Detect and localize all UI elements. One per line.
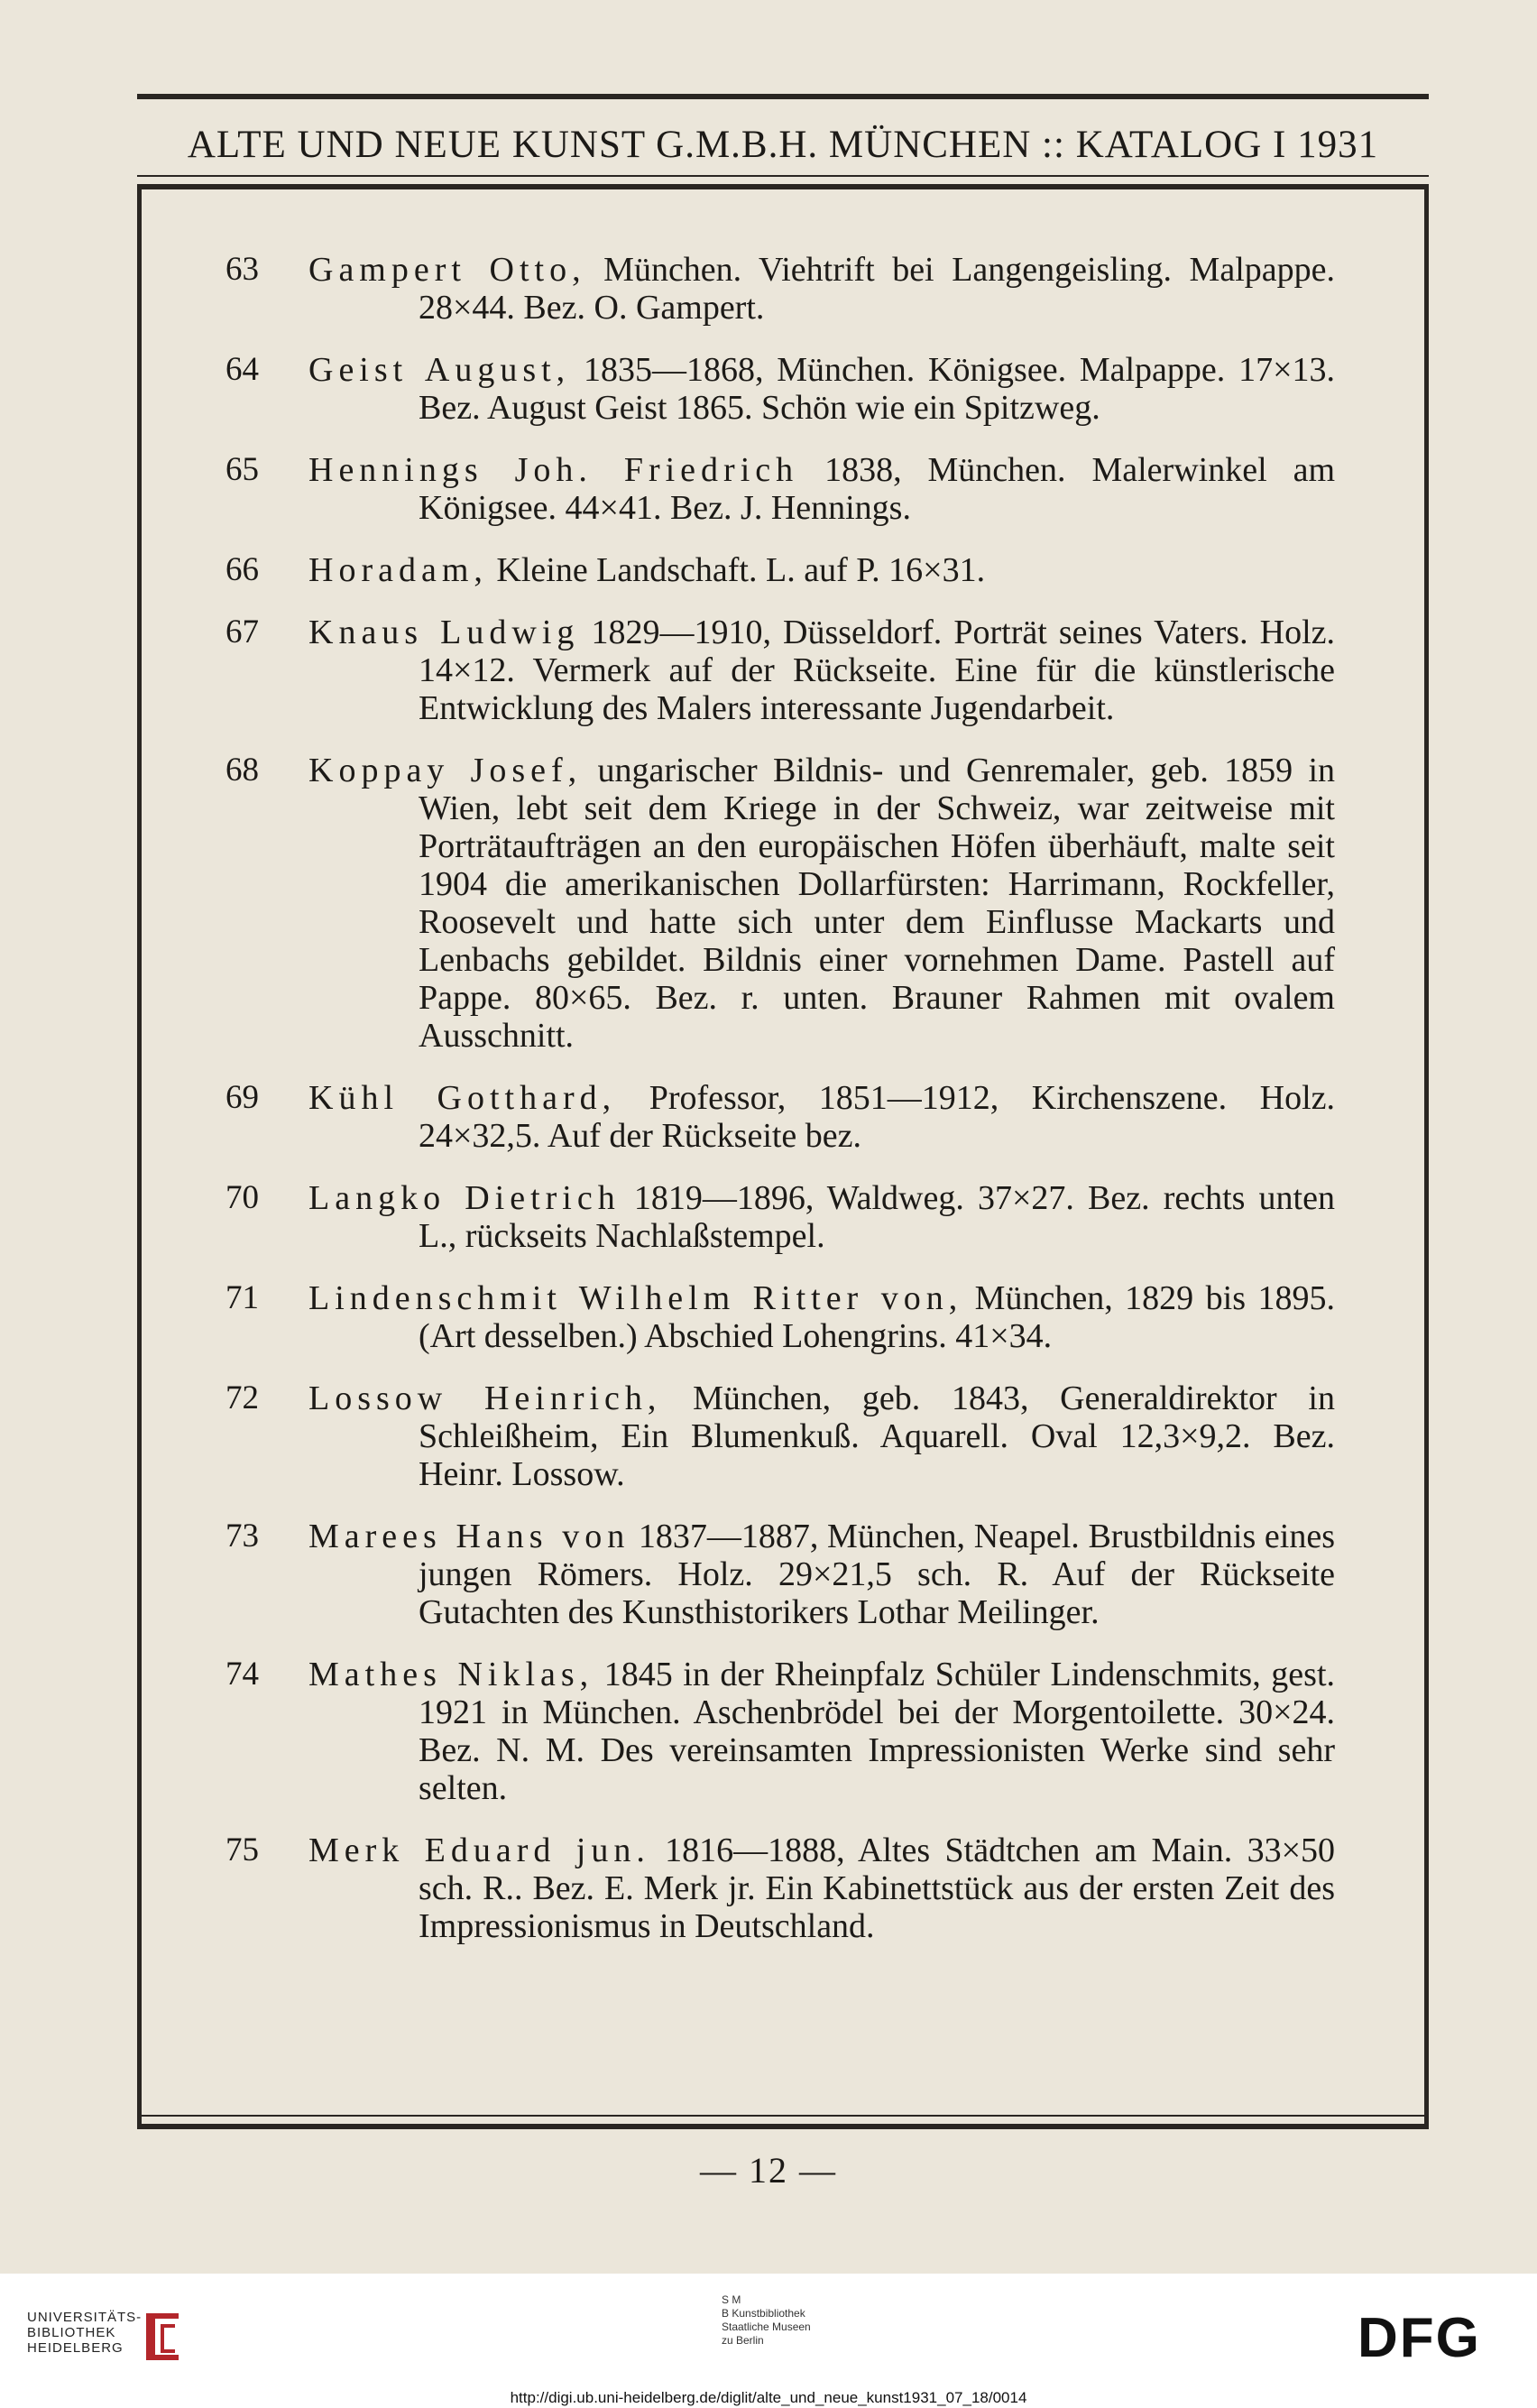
entry-description: München. Viehtrift bei Langengeisling. Malpappe. 28×44. Bez. O. Gampert.	[419, 251, 1335, 327]
entry-number: 74	[225, 1656, 259, 1693]
catalog-entry	[225, 1831, 1335, 1945]
catalog-entry	[225, 1279, 1335, 1355]
entry-description: 1829—1910, Düsseldorf. Porträt seines Vaters. Holz. 14×12. Vermerk auf der Rückseite. Eine für die künstlerische Entwicklung des Malers interessante Jugendarbeit.	[419, 614, 1336, 727]
entry-text	[308, 551, 1335, 589]
catalog-entry	[225, 251, 1335, 327]
stamp-line: zu Berlin	[722, 2334, 764, 2347]
artist-name: Kühl Gotthard,	[308, 1079, 617, 1117]
permalink-url[interactable]: http://digi.ub.uni-heidelberg.de/diglit/alte_und_neue_kunst1931_07_18/0014	[510, 2389, 1027, 2406]
entry-description: 1835—1868, München. Königsee. Malpappe. 17×13. Bez. August Geist 1865. Schön wie ein Spitzweg.	[419, 351, 1335, 427]
entry-description: 1837—1887, München, Neapel. Brustbildnis eines jungen Römers. Holz. 29×21,5 sch. R. Auf der Rückseite Gutachten des Kunsthistorikers Lothar Meilinger.	[419, 1518, 1335, 1631]
artist-name: Lindenschmit Wilhelm Ritter von,	[308, 1279, 963, 1317]
stamp-line: Staatliche Museen	[722, 2320, 811, 2333]
catalog-entry	[225, 752, 1335, 1055]
logo-line: UNIVERSITÄTS-	[27, 2310, 143, 2325]
catalog-entry	[225, 1656, 1335, 1807]
catalog-entry	[225, 551, 1335, 589]
catalog-entry	[225, 1379, 1335, 1493]
entry-number: 70	[225, 1179, 259, 1216]
entry-text	[308, 1518, 1335, 1631]
entry-description: ungarischer Bildnis- und Genremaler, geb. 1859 in Wien, lebt seit dem Kriege in der Schweiz, war zeitweise mit Porträtaufträgen an den europäischen Höfen überhäuft, malte seit 1904 die amerikanischen Dollarfürsten: Harrimann, Rockfeller, Roosevelt und hatte sich unter dem Einflusse Mackarts und Lenbachs gebildet. Bildnis einer vornehmen Dame. Pastell auf Pappe. 80×65. Bez. r. unten. Brauner Rahmen mit ovalem Ausschnitt.	[419, 752, 1336, 1055]
footer-bar	[0, 2274, 1537, 2408]
catalog-entry	[225, 1179, 1335, 1255]
artist-name: Geist August,	[308, 351, 571, 389]
entry-text	[308, 614, 1335, 727]
logo-line: HEIDELBERG	[27, 2340, 124, 2356]
entry-number: 73	[225, 1518, 259, 1555]
entry-number: 64	[225, 351, 259, 388]
library-emblem-icon	[139, 2306, 186, 2367]
stamp-line: B Kunstbibliothek	[722, 2307, 805, 2320]
entry-text	[308, 351, 1335, 427]
entry-text	[308, 1831, 1335, 1945]
artist-name: Langko Dietrich	[308, 1179, 621, 1217]
entry-number: 66	[225, 551, 259, 588]
entry-description: 1816—1888, Altes Städtchen am Main. 33×50 sch. R.. Bez. E. Merk jr. Ein Kabinettstück aus der ersten Zeit des Impressionismus in Deutschland.	[419, 1831, 1336, 1945]
catalog-entries	[225, 251, 1335, 1970]
entry-number: 75	[225, 1831, 259, 1868]
entry-text	[308, 1079, 1335, 1155]
entry-text	[308, 251, 1335, 327]
artist-name: Knaus Ludwig	[308, 614, 580, 651]
header-frame	[137, 94, 1429, 189]
entry-number: 71	[225, 1279, 259, 1316]
university-library-logo[interactable]	[27, 2310, 142, 2356]
page-number: — 12 —	[700, 2150, 837, 2191]
artist-name: Koppay Josef,	[308, 752, 583, 789]
museum-stamp	[722, 2293, 811, 2348]
entry-number: 69	[225, 1079, 259, 1116]
stamp-line: S M	[722, 2293, 741, 2306]
artist-name: Horadam,	[308, 551, 488, 589]
artist-name: Lossow Heinrich,	[308, 1379, 662, 1417]
artist-name: Mathes Niklas,	[308, 1656, 594, 1693]
artist-name: Marees Hans von	[308, 1518, 630, 1555]
catalog-header: ALTE UND NEUE KUNST G.M.B.H. MÜNCHEN :: KATALOG I 1931	[187, 124, 1379, 166]
entry-text	[308, 451, 1335, 527]
entry-number: 68	[225, 752, 259, 789]
entry-number: 65	[225, 451, 259, 488]
catalog-entry	[225, 1079, 1335, 1155]
entry-text	[308, 1179, 1335, 1255]
entry-description: München, 1829 bis 1895. (Art desselben.) Abschied Lohengrins. 41×34.	[419, 1279, 1335, 1355]
entry-description: 1845 in der Rheinpfalz Schüler Lindenschmits, gest. 1921 in München. Aschenbrödel bei der Morgentoilette. 30×24. Bez. N. M. Des vereinsamten Impressionisten Werke sind sehr selten.	[419, 1656, 1335, 1807]
entry-text	[308, 752, 1335, 1055]
catalog-entry	[225, 1518, 1335, 1631]
entry-description: München, geb. 1843, Generaldirektor in Schleißheim, Ein Blumenkuß. Aquarell. Oval 12,3×9,2. Bez. Heinr. Lossow.	[419, 1379, 1335, 1493]
entry-text	[308, 1379, 1335, 1493]
entry-text	[308, 1656, 1335, 1807]
logo-line: BIBLIOTHEK	[27, 2325, 116, 2340]
entry-description: Professor, 1851—1912, Kirchenszene. Holz. 24×32,5. Auf der Rückseite bez.	[419, 1079, 1335, 1155]
dfg-logo[interactable]: DFG	[1358, 2307, 1481, 2369]
catalog-entry	[225, 451, 1335, 527]
catalog-entry	[225, 351, 1335, 427]
entry-number: 67	[225, 614, 259, 650]
artist-name: Gampert Otto,	[308, 251, 586, 289]
entry-description: 1819—1896, Waldweg. 37×27. Bez. rechts unten L., rückseits Nachlaßstempel.	[419, 1179, 1335, 1255]
entry-description: 1838, München. Malerwinkel am Königsee. 44×41. Bez. J. Hennings.	[419, 451, 1335, 527]
entry-number: 72	[225, 1379, 259, 1416]
entry-number: 63	[225, 251, 259, 288]
entry-description: Kleine Landschaft. L. auf P. 16×31.	[487, 551, 986, 589]
artist-name: Merk Eduard jun.	[308, 1831, 650, 1869]
entry-text	[308, 1279, 1335, 1355]
catalog-entry	[225, 614, 1335, 727]
artist-name: Hennings Joh. Friedrich	[308, 451, 799, 489]
